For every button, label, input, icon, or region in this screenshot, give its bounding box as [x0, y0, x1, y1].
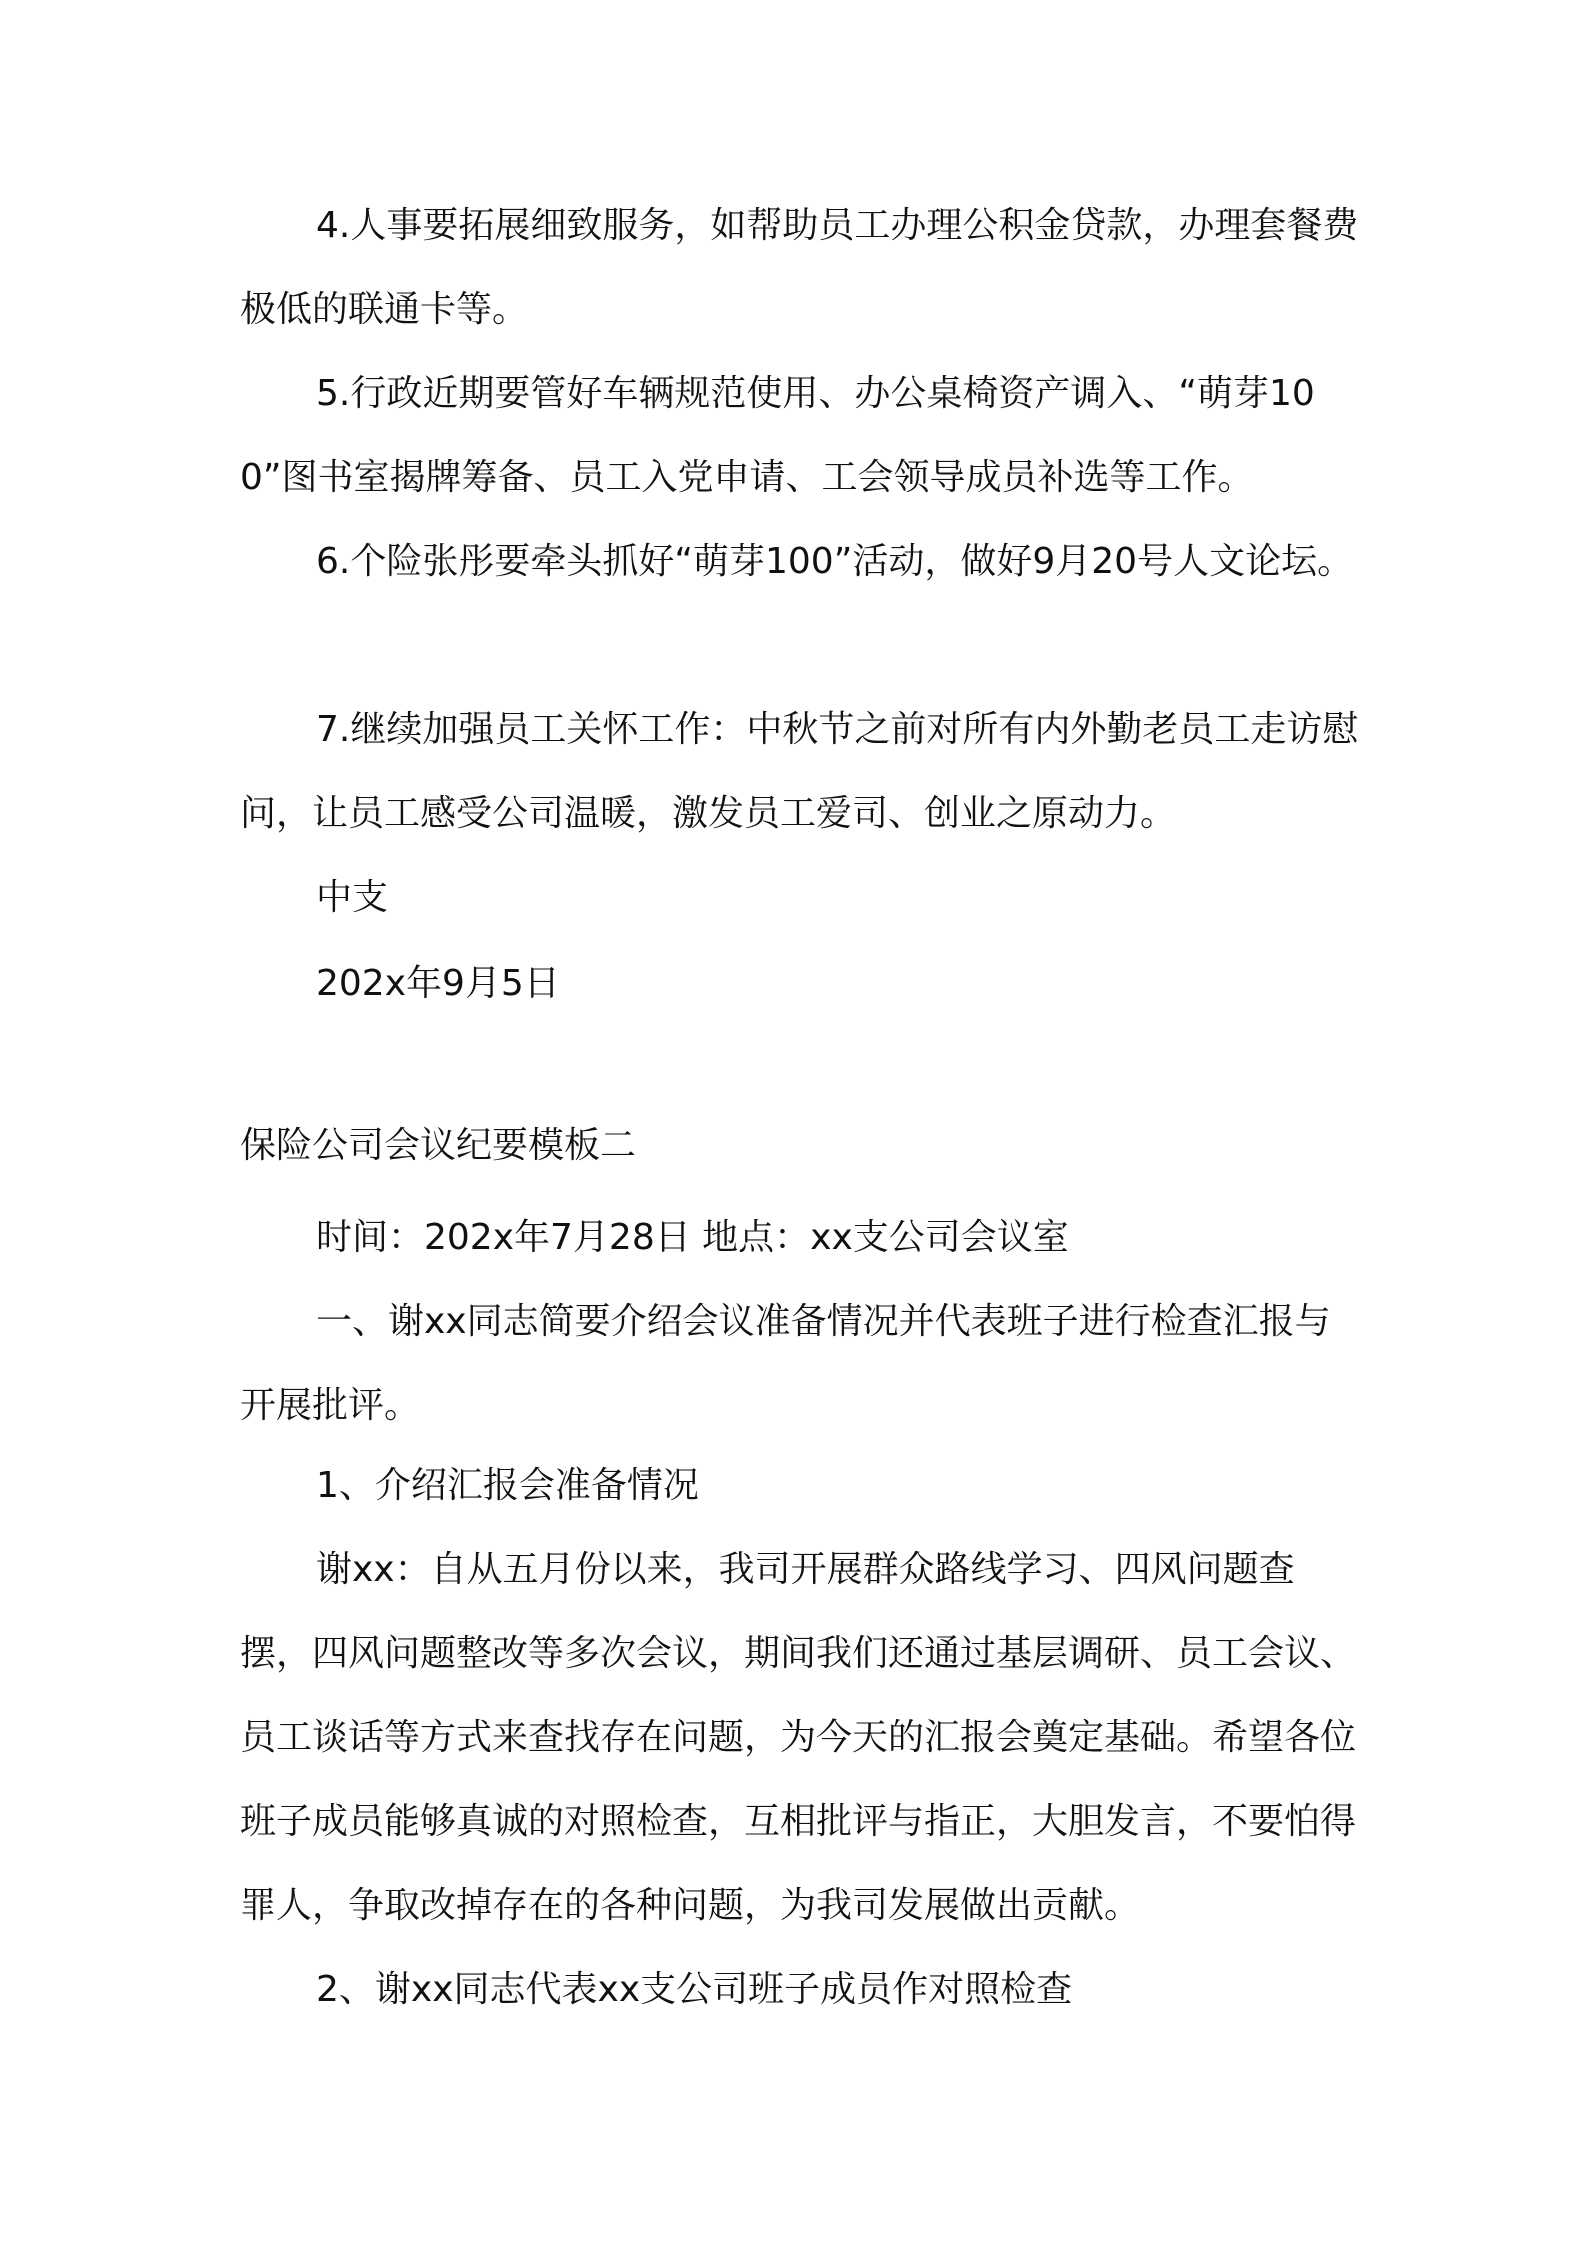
subheading-1: 1、介绍汇报会准备情况 — [316, 1465, 699, 1506]
item-7-paragraph: 7.继续加强员工关怀工作：中秋节之前对所有内外勤老员工走访慰问，让员工感受公司温暖，激发员工爱司、创业之原动力。 — [240, 709, 1359, 834]
section-title: 保险公司会议纪要模板二 — [240, 1125, 637, 1166]
signature-date: 202x年9月5日 — [316, 963, 560, 1004]
item-5-paragraph: 5.行政近期要管好车辆规范使用、办公桌椅资产调入、“萌芽100”图书室揭牌筹备、员工入党申请、工会领导成员补选等工作。 — [240, 373, 1315, 498]
section-heading-1: 一、谢xx同志简要介绍会议准备情况并代表班子进行检查汇报与开展批评。 — [240, 1301, 1331, 1426]
item-6-paragraph: 6.个险张彤要牵头抓好“萌芽100”活动，做好9月20号人文论坛。 — [316, 541, 1354, 582]
meeting-time-location: 时间：202x年7月28日 地点：xx支公司会议室 — [316, 1217, 1069, 1258]
item-4-paragraph: 4.人事要拓展细致服务，如帮助员工办理公积金贷款，办理套餐费极低的联通卡等。 — [240, 205, 1359, 330]
subheading-2: 2、谢xx同志代表xx支公司班子成员作对照检查 — [316, 1969, 1073, 2010]
speech-paragraph: 谢xx：自从五月份以来，我司开展群众路线学习、四风问题查摆，四风问题整改等多次会议，期间我们还通过基层调研、员工会议、员工谈话等方式来查找存在问题，为今天的汇报会奠定基础。希望各位班子成员能够真诚的对照检查，互相批评与指正，大胆发言，不要怕得罪人，争取改掉存在的各种问题，为我司发展做出贡献。 — [240, 1549, 1357, 1926]
signature-org: 中支 — [316, 877, 389, 918]
